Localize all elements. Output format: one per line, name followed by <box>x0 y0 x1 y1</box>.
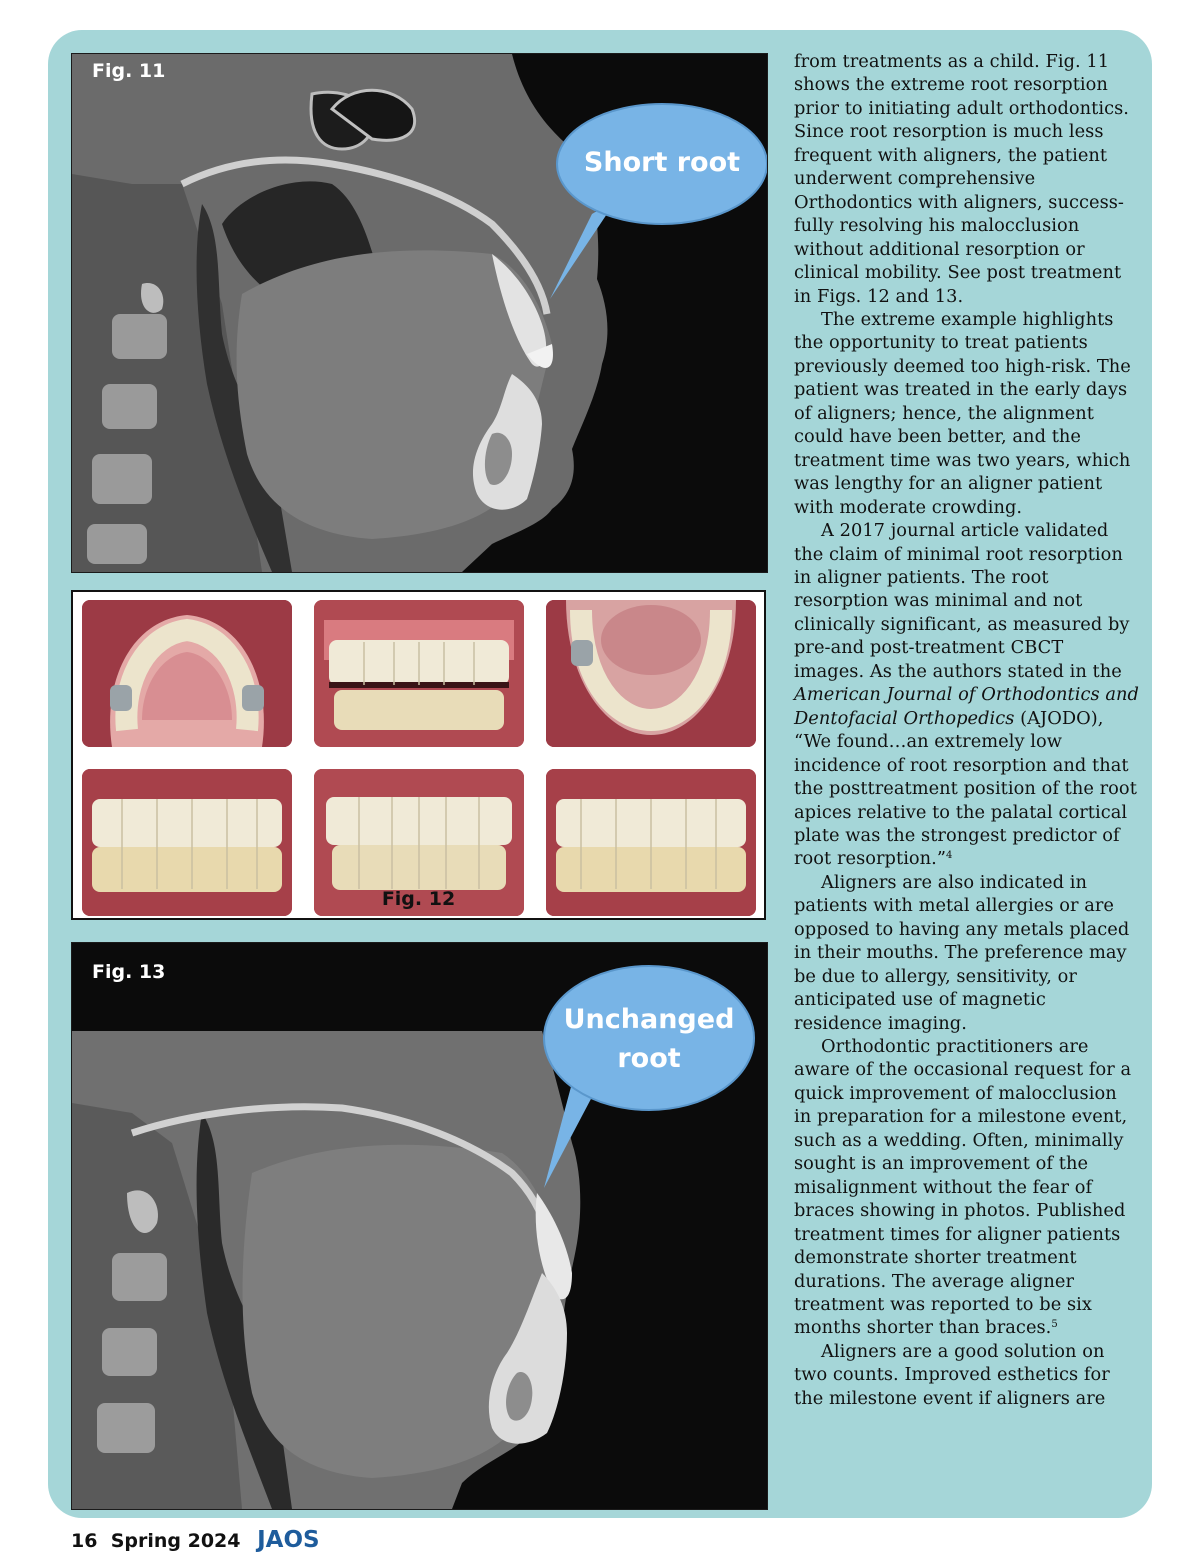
fig-12-intraoral-photos <box>71 590 766 920</box>
photo-frontal-open <box>314 600 524 747</box>
article-paragraph-1: from treatments as a child. Fig. 11 shows the extreme root resorption prior to initiating adult orthodontics. Since root resorption is much less frequent with aligners, the patient underwent comprehensive Orthodontics with aligners, successfully resolving his malocclusion without additional resorption or clinical mobility. See post treatment in Figs. 12 and 13. <box>794 51 1129 307</box>
fig-11-label: Fig. 11 <box>92 60 166 82</box>
fig-11-cbct-image <box>71 53 768 573</box>
paragraph-3-text-a: A 2017 journal article validated the claim of minimal root resorption in aligner patients. The root resorption was minimal and not clinically significant, as measured by pre-and post-treatment CBCT images. As the authors stated in the <box>794 520 1130 682</box>
fig-13-callout-line2: root <box>617 1043 681 1074</box>
fig-12-label: Fig. 12 <box>381 888 456 910</box>
fig-11-callout-text: Short root <box>583 147 741 178</box>
fig-13-label: Fig. 13 <box>92 961 166 983</box>
article-paragraph-2: The extreme example highlights the opportunity to treat patients previously deemed too high-risk. The patient was treated in the early days of aligners; hence, the alignment could have been better, and the treatment time was two years, which was lengthy for an aligner patient with moderate crowding. <box>794 308 1131 518</box>
reference-5: 5 <box>1051 1319 1058 1331</box>
paragraph-3-text-b: (AJODO), “We found…an extremely low incidence of root resorption and that the posttreatment position of the root apices relative to the palatal cortical plate was the strongest predictor of root resorption.” <box>794 707 1137 870</box>
article-paragraph-3 <box>794 519 1139 871</box>
page-number: 16 <box>71 1530 98 1552</box>
fig-11-scan-graphic <box>72 54 767 572</box>
journal-title-italic: American Journal of Orthodontics and Dentofacial Orthopedics <box>794 684 1139 729</box>
fig-13-scan-graphic <box>72 943 767 1509</box>
reference-4: 4 <box>946 850 953 862</box>
article-paragraph-5 <box>794 1035 1139 1340</box>
issue-label: Spring 2024 <box>110 1530 241 1552</box>
paragraph-5-text: Orthodontic practitioners are aware of the occasional request for a quick improvement of malocclusion in preparation for a milestone event, such as a wedding. Often, minimally sought is an improvement of the misalignment without the fear of braces showing in photos. Published treatment times for aligner patients demonstrate shorter treatment durations. The average aligner treatment was reported to be six months shorter than braces. <box>794 1036 1132 1339</box>
fig-13-cbct-image <box>71 942 768 1510</box>
article-paragraph-6: Aligners are a good solution on two counts. Improved esthetics for the milestone event if aligners are <box>794 1340 1110 1409</box>
article-paragraph-4: Aligners are also indicated in patients with metal allergies or are opposed to having any metals placed in their mouths. The preference may be due to allergy, sensitivity, or anticipated use of magnetic residence imaging. <box>794 871 1130 1034</box>
fig-13-callout-line1: Unchanged <box>563 1004 735 1035</box>
photo-upper-occlusal <box>82 600 292 747</box>
page-footer <box>71 1527 320 1553</box>
journal-name: JAOS <box>257 1527 320 1553</box>
article-text-column <box>794 50 1139 1410</box>
photo-lower-occlusal <box>546 600 756 747</box>
